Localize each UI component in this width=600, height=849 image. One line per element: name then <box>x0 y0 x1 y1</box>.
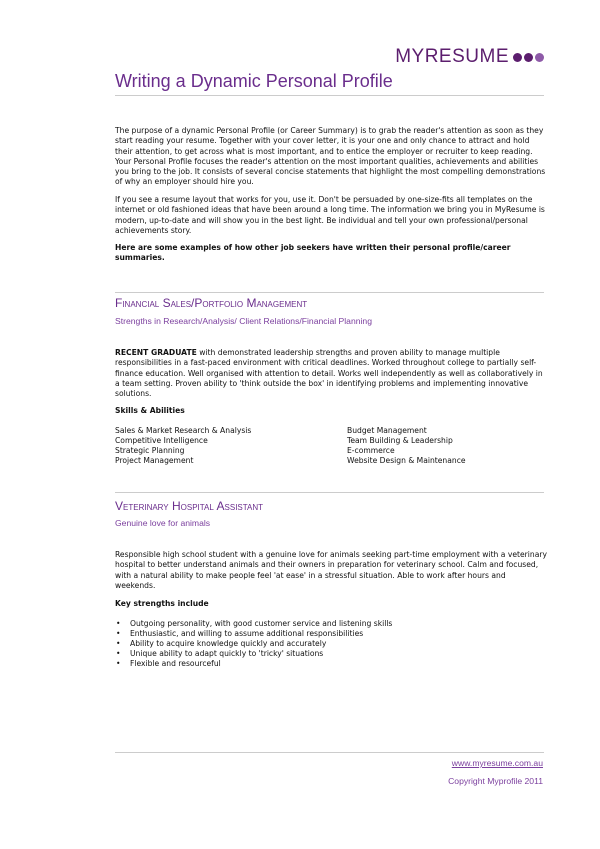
skill-item: Sales & Market Research & Analysis <box>115 426 252 435</box>
logo-dot <box>524 53 533 62</box>
intro-paragraph: The purpose of a dynamic Personal Profile (or Career Summary) is to grab the reader's attention as soon as they start reading your resume. Together with your cover letter, it is your one and only chance to attract and hold their attention, to get across what is most important, and to entice the employer or recruiter to keep reading. Your Personal Profile focuses the reader's attention on the most important qualities, achievements and abilities you bring to the job. It consists of several concise statements that highlight the most compelling demonstrations of why an employer should hire you. <box>115 126 546 187</box>
list-item: • Flexible and resourceful <box>115 659 392 669</box>
intro-paragraph: If you see a resume layout that works for you, use it. Don't be persuaded by one-size-fits all templates on the internet or old fashioned ideas that have been around a long time. The information we bring you in MyResume is modern, up-to-date and will show you in the best light. Be individual and tell your own professional/personal achievements story. <box>115 195 545 235</box>
profile-paragraph: Responsible high school student with a genuine love for animals seeking part-time employment with a veterinary hospital to better understand animals and their owners in preparation for veterinary school. Calm and focused, with a natural ability to make people feel 'at ease' in a stressful situation. Able to work after hours and weekends. <box>115 550 547 590</box>
skill-item: Team Building & Leadership <box>347 436 453 445</box>
skill-item: Strategic Planning <box>115 446 185 455</box>
skill-item: Project Management <box>115 456 194 465</box>
logo-dot <box>513 53 522 62</box>
skill-item: Budget Management <box>347 426 427 435</box>
section-subtitle: Strengths in Research/Analysis/ Client Relations/Financial Planning <box>115 316 372 326</box>
title-divider <box>115 95 544 96</box>
strengths-heading: Key strengths include <box>115 599 209 608</box>
list-item: • Enthusiastic, and willing to assume additional responsibilities <box>115 629 392 639</box>
logo-dot <box>535 53 544 62</box>
logo-dots <box>513 53 544 62</box>
copyright-text: Copyright Myprofile 2011 <box>448 776 543 786</box>
footer-divider <box>115 752 544 753</box>
section-title-veterinary: Veterinary Hospital Assistant <box>115 499 264 513</box>
skill-item: E-commerce <box>347 446 395 455</box>
page-title: Writing a Dynamic Personal Profile <box>115 71 393 91</box>
skill-item: Competitive Intelligence <box>115 436 208 445</box>
section-title-financial-sales: Financial Sales/Portfolio Management <box>115 296 308 310</box>
profile-paragraph <box>115 348 547 399</box>
profile-lead: RECENT GRADUATE <box>115 348 197 357</box>
skills-left-column <box>115 426 251 466</box>
examples-lead: Here are some examples of how other job seekers have written their personal profile/career summaries. <box>115 243 511 263</box>
section-divider <box>115 492 544 493</box>
skills-right-column <box>347 426 466 466</box>
section-divider <box>115 292 544 293</box>
strengths-list <box>115 619 392 669</box>
list-item: • Outgoing personality, with good customer service and listening skills <box>115 619 392 629</box>
skills-heading: Skills & Abilities <box>115 406 185 415</box>
list-item: • Unique ability to adapt quickly to 'tricky' situations <box>115 649 392 659</box>
section-subtitle: Genuine love for animals <box>115 518 211 528</box>
list-item: • Ability to acquire knowledge quickly and accurately <box>115 639 392 649</box>
website-link[interactable]: www.myresume.com.au <box>451 758 543 768</box>
myresume-logo <box>395 46 544 68</box>
logo-text: MYRESUME <box>395 46 509 67</box>
skill-item: Website Design & Maintenance <box>347 456 466 465</box>
profile-body: with demonstrated leadership strengths and proven ability to manage multiple responsibilities in a fast-paced environment with critical deadlines. Worked throughout college to partially self-finance education. Well organised with attention to detail. Works well independently as well as collaboratively in a team setting. Proven ability to 'think outside the box' in identifying problems and implementing innovative solutions. <box>115 348 543 399</box>
